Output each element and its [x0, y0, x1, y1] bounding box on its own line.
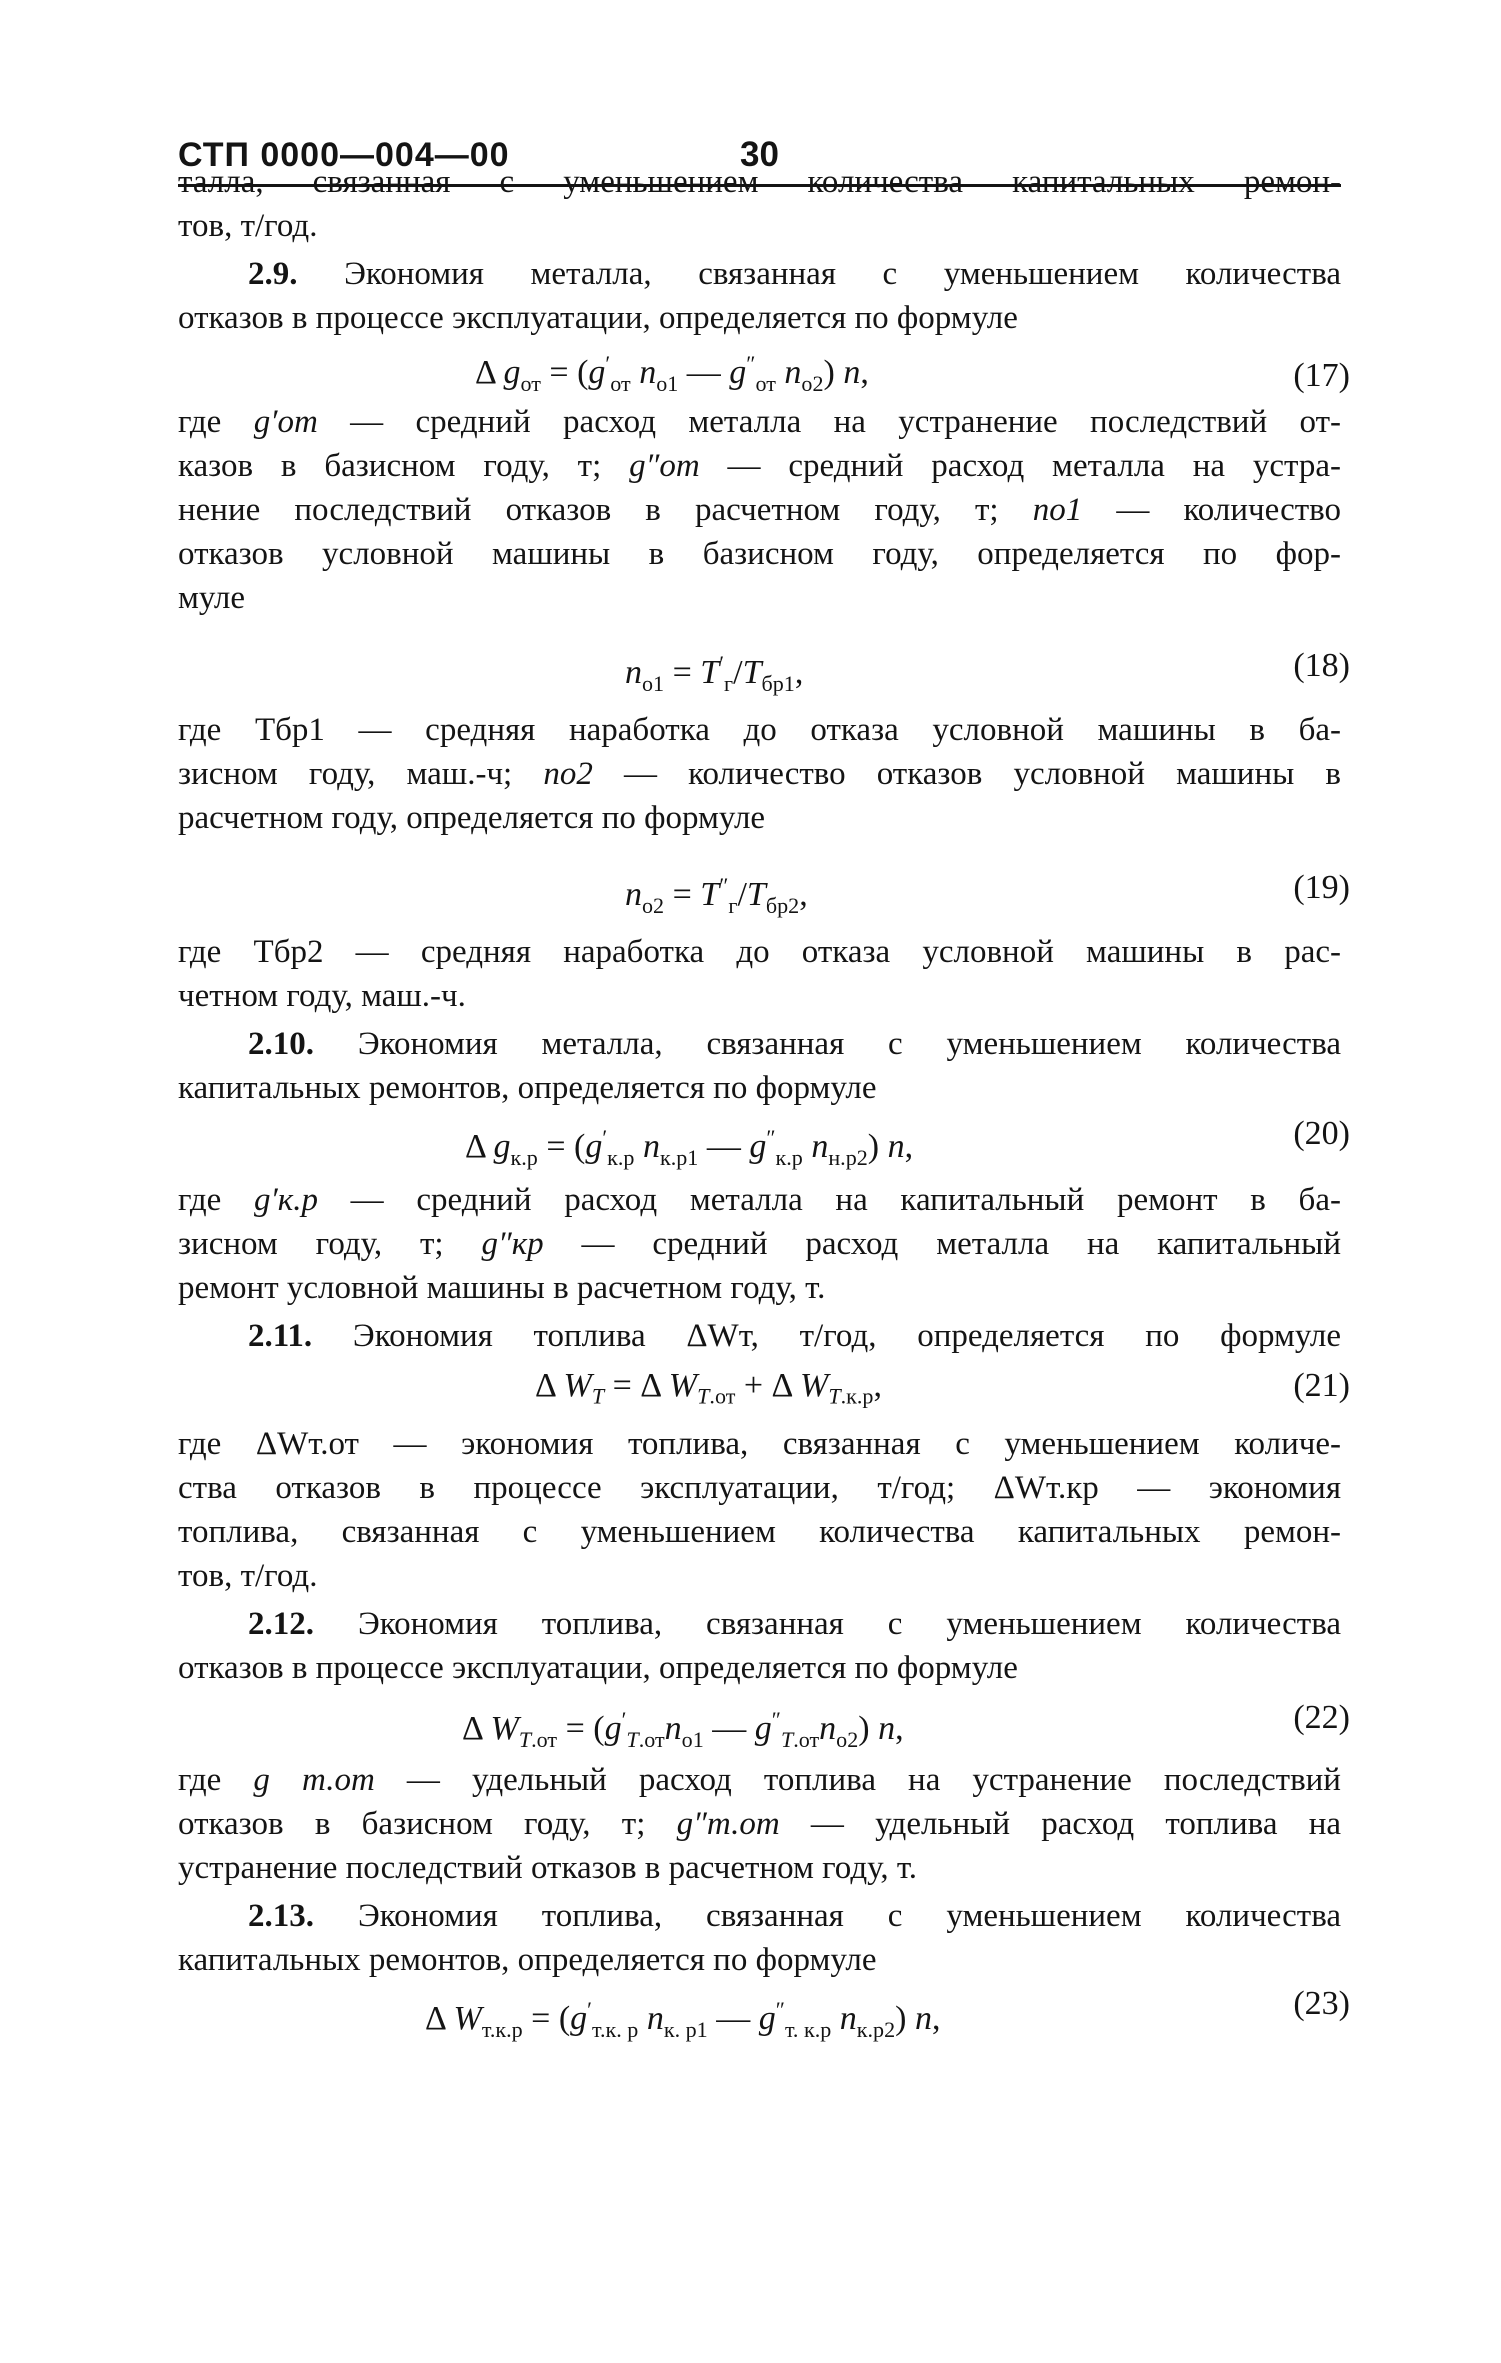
symbol-dW-T-ot: ΔWт.от: [255, 1426, 359, 1462]
text-line: отказов в базисном году, т; g″т.от — удельный расход топлива на: [178, 1806, 1341, 1842]
symbol-g-T-ot: g т.от: [253, 1762, 375, 1798]
symbol-n-o2: nо2: [543, 756, 593, 792]
text-line: отказов в процессе эксплуатации, определяется по формуле: [178, 1650, 1018, 1686]
formula-22: Δ $W_{T.от} = (g'_{T.от}n_{о1}$ — $g''_{T.от}n_{о2}$) n,: [462, 1707, 904, 1752]
section-2-13-heading: 2.13. Экономия топлива, связанная с уменьшением количества: [248, 1898, 1342, 1934]
text-line: отказов условной машины в базисном году, определяется по фор-: [178, 536, 1341, 572]
symbol-g-dprime-kr: g″кр: [481, 1226, 544, 1262]
text-line: казов в базисном году, т; g″от — средний расход металла на устра-: [178, 448, 1341, 484]
section-2-9-heading: 2.9. Экономия металла, связанная с уменьшением количества: [248, 256, 1342, 292]
text-line: тов, т/год.: [178, 208, 318, 244]
equation-number-19: (19): [1293, 869, 1350, 906]
text-line: ремонт условной машины в расчетном году, т.: [178, 1270, 826, 1306]
formula-21: Δ $W_T = \Delta$ $W_{T.от} + \Delta$ $W_{T.к.р}$,: [535, 1367, 882, 1409]
equation-number-18: (18): [1293, 647, 1350, 684]
section-number: 2.10.: [248, 1026, 314, 1062]
text-line: нение последствий отказов в расчетном году, т; nо1 — количество: [178, 492, 1341, 528]
equation-number-20: (20): [1293, 1115, 1350, 1152]
text-line: муле: [178, 580, 246, 616]
symbol-T-br2: Тбр2: [253, 934, 324, 970]
symbol-T-br1: Тбр1: [254, 712, 325, 748]
section-number: 2.11.: [248, 1318, 313, 1354]
symbol-g-dprime-ot: g″от: [629, 448, 700, 484]
equation-number-23: (23): [1293, 1985, 1350, 2022]
text-line: четном году, маш.-ч.: [178, 978, 466, 1014]
formula-23: Δ $W_{т.к.р} = (g'_{т.к. р}$ $n_{к. р1}$ — $g''_{т. к.р}$ $n_{к.р2}$) n,: [425, 1997, 941, 2042]
section-number: 2.12.: [248, 1606, 314, 1642]
text-line: капитальных ремонтов, определяется по формуле: [178, 1070, 877, 1106]
text-line: зисном году, т; g″кр — средний расход металла на капитальный: [178, 1226, 1341, 1262]
text-line: зисном году, маш.-ч; nо2 — количество отказов условной машины в: [178, 756, 1341, 792]
symbol-dW-T-kr: ΔWт.кр: [993, 1470, 1099, 1506]
text-line: где Тбр2 — средняя наработка до отказа условной машины в рас-: [178, 934, 1341, 970]
page-number: 30: [740, 135, 779, 174]
text-line: тов, т/год.: [178, 1558, 318, 1594]
formula-17: Δ $g_{от} = (g'_{от}$ $n_{о1}$ — $g''_{от}$ $n_{о2}$) n,: [475, 351, 869, 396]
section-number: 2.9.: [248, 256, 298, 292]
text-line: где g′к.р — средний расход металла на капитальный ремонт в ба-: [178, 1182, 1341, 1218]
section-2-12-heading: 2.12. Экономия топлива, связанная с уменьшением количества: [248, 1606, 1342, 1642]
text-line: где Тбр1 — средняя наработка до отказа условной машины в ба-: [178, 712, 1341, 748]
text-line: где g т.от — удельный расход топлива на устранение последствий: [178, 1762, 1341, 1798]
text-line: топлива, связанная с уменьшением количества капитальных ремон-: [178, 1514, 1341, 1550]
text-line: капитальных ремонтов, определяется по формуле: [178, 1942, 877, 1978]
symbol-g-prime-ot: g′от: [253, 404, 318, 440]
section-2-10-heading: 2.10. Экономия металла, связанная с уменьшением количества: [248, 1026, 1342, 1062]
equation-number-17: (17): [1293, 357, 1350, 394]
symbol-g-dprime-T-ot: g″т.от: [676, 1806, 780, 1842]
formula-20: Δ $g_{к.р} = (g'_{к.р}$ $n_{к.р1}$ — $g''_{к.р}$ $n_{н.р2}$) n,: [465, 1125, 914, 1170]
section-2-11-heading: 2.11. Экономия топлива ΔWт, т/год, определяется по формуле: [248, 1318, 1342, 1354]
symbol-n-o1: nо1: [1032, 492, 1083, 528]
text-line: отказов в процессе эксплуатации, определяется по формуле: [178, 300, 1018, 336]
section-number: 2.13.: [248, 1898, 314, 1934]
text-line: талла, связанная с уменьшением количества капитальных ремон-: [178, 164, 1341, 200]
equation-number-22: (22): [1293, 1699, 1350, 1736]
formula-18: $n_{о1} = T'_г/T_{бр1}$,: [625, 651, 804, 696]
equation-number-21: (21): [1293, 1367, 1350, 1404]
formula-19: $n_{о2} = T''_г/T_{бр2}$,: [625, 873, 808, 918]
symbol-g-prime-kr: g′к.р: [254, 1182, 318, 1218]
standard-code: СТП 0000—004—00: [178, 136, 510, 174]
text-line: ства отказов в процессе эксплуатации, т/год; ΔWт.кр — экономия: [178, 1470, 1341, 1506]
text-line: устранение последствий отказов в расчетном году, т.: [178, 1850, 918, 1886]
text-line: где g′от — средний расход металла на устранение последствий от-: [178, 404, 1341, 440]
text-line: расчетном году, определяется по формуле: [178, 800, 766, 836]
text-line: где ΔWт.от — экономия топлива, связанная с уменьшением количе-: [178, 1426, 1341, 1462]
